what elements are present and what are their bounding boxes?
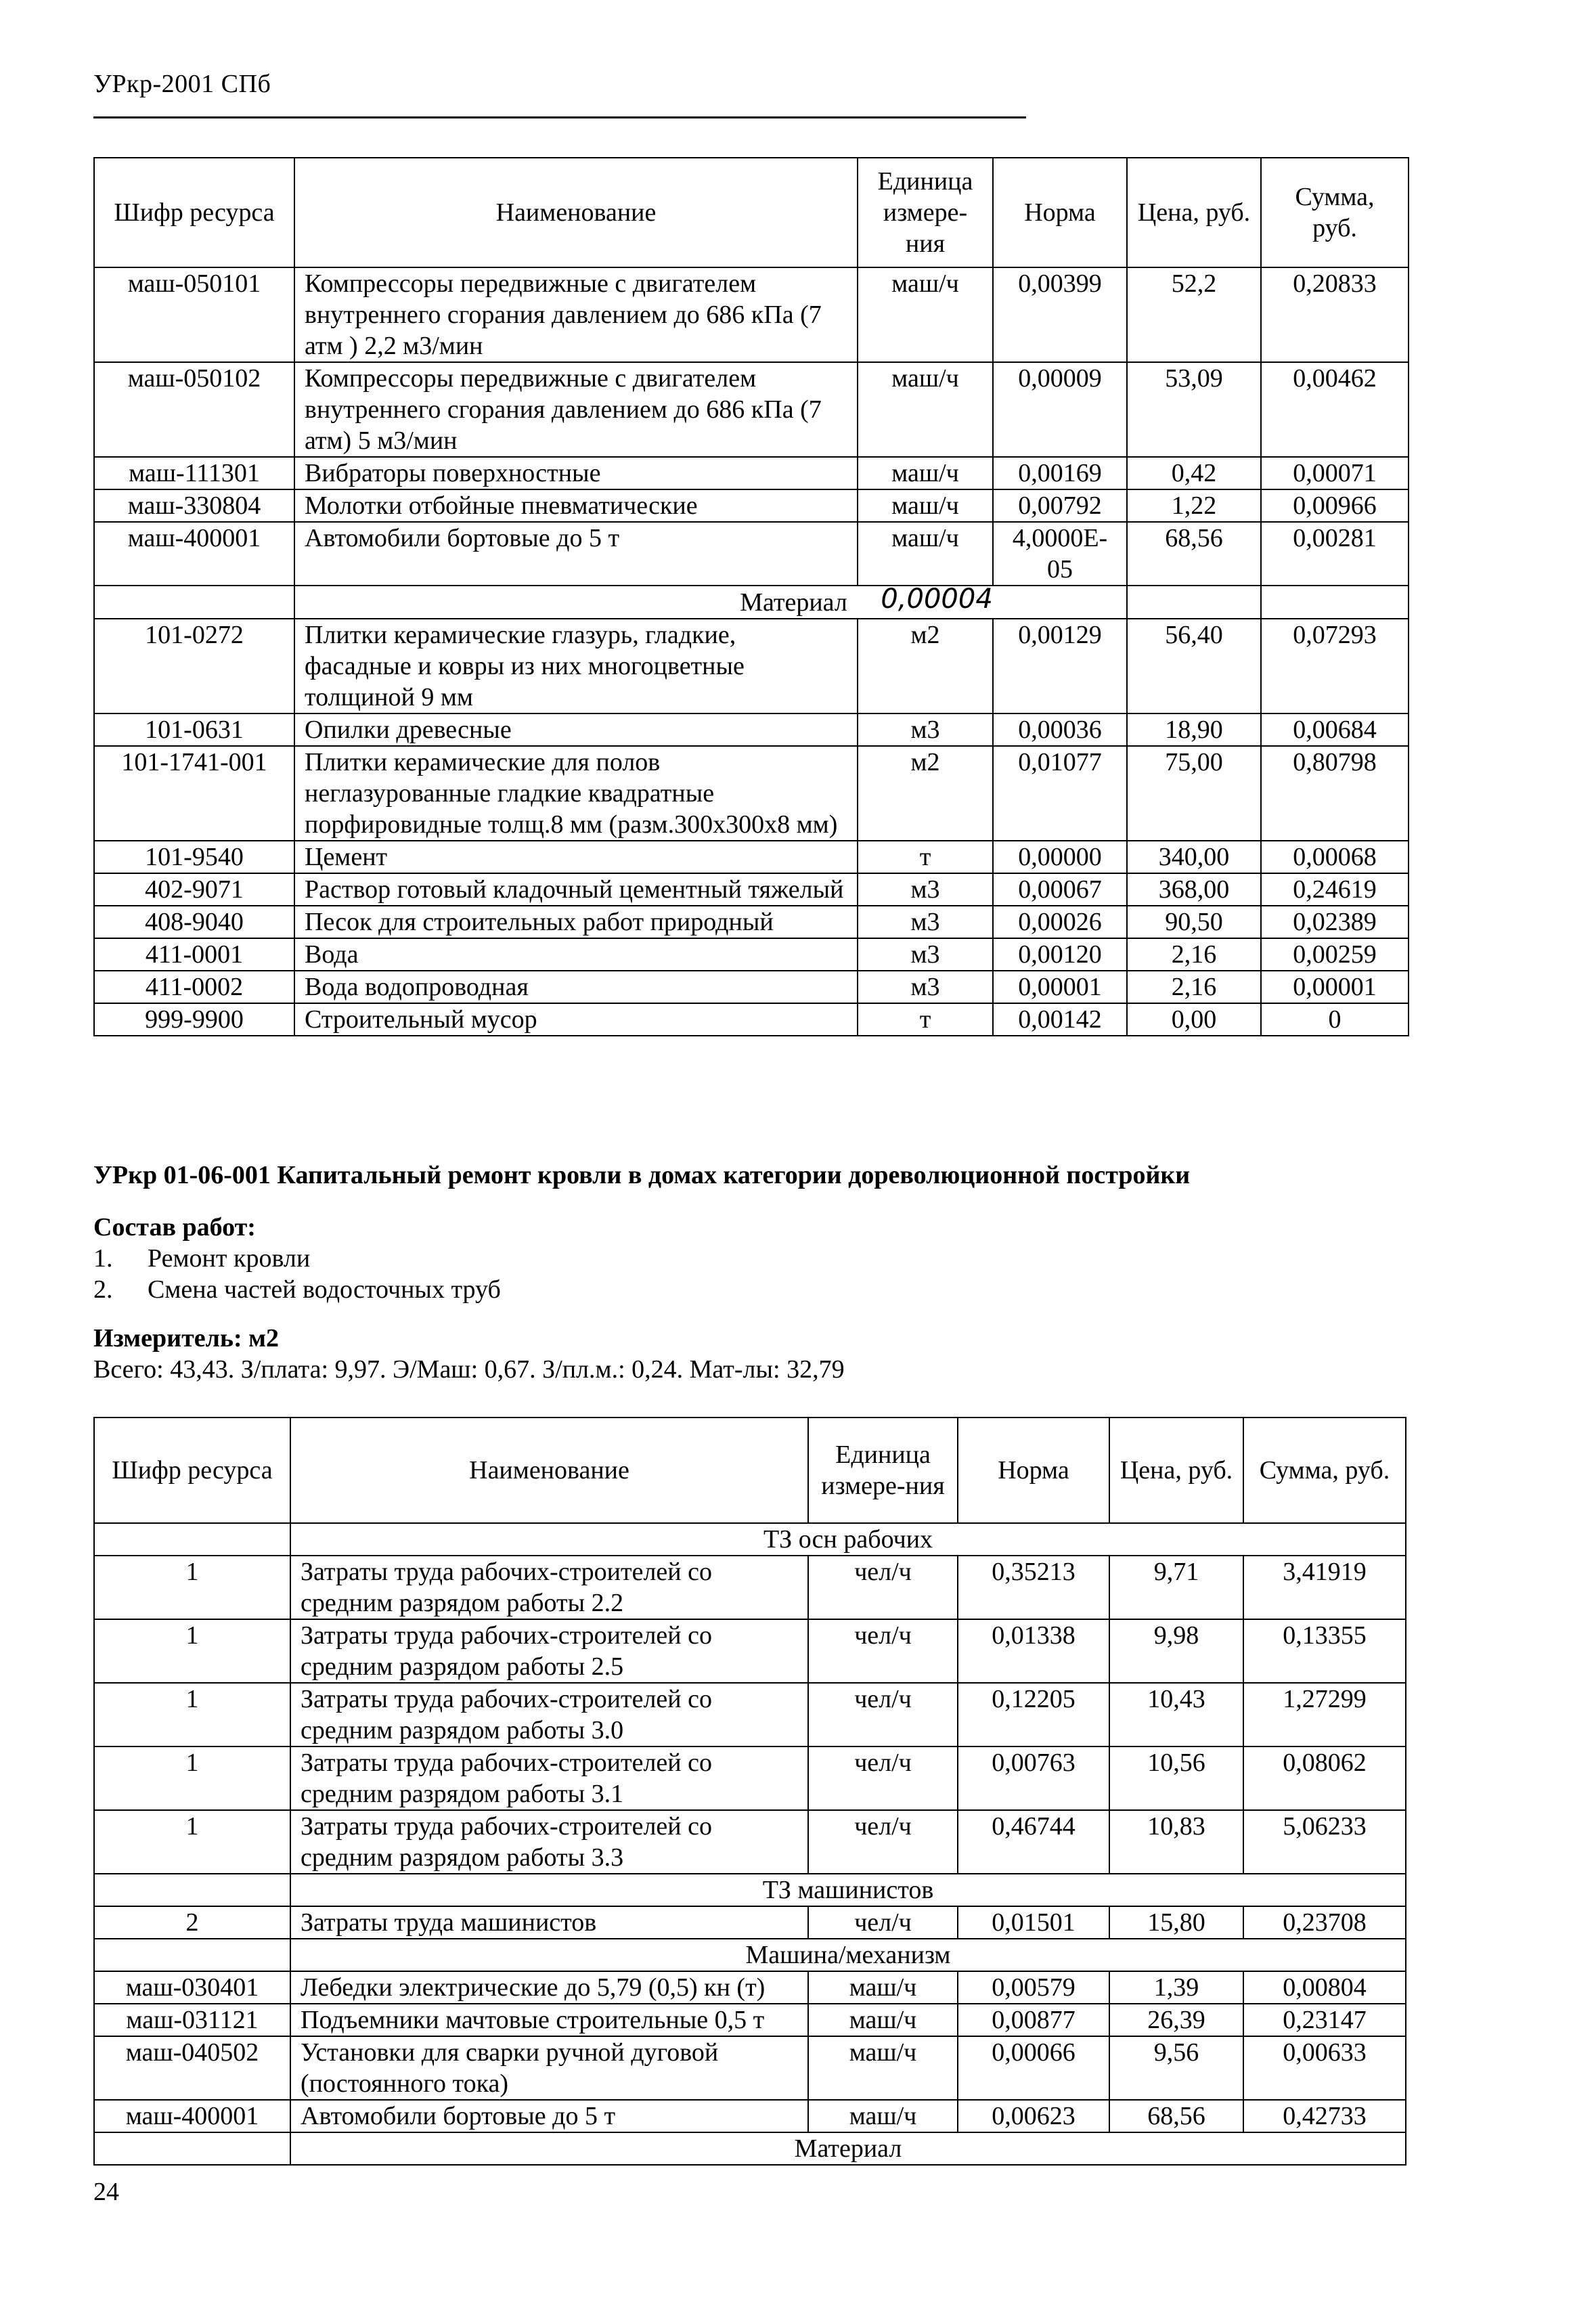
norm-cell: 0,00000 [993,841,1127,873]
resource-name-cell: Строительный мусор [294,1003,858,1036]
table-row [94,713,1409,746]
norm-cell: 0,00763 [958,1746,1109,1810]
group-row [94,1874,1406,1906]
norm-cell: 0,46744 [958,1810,1109,1874]
sum-cell: 3,41919 [1243,1556,1406,1619]
col-header-name: Наименование [294,158,858,267]
resource-code-cell: 101-1741-001 [94,746,294,841]
norm-cell: 0,00129 [993,619,1127,713]
price-cell: 9,71 [1109,1556,1243,1619]
sum-cell: 0,00633 [1243,2036,1406,2100]
sum-cell: 0,42733 [1243,2100,1406,2132]
sum-cell: 0,24619 [1261,873,1409,906]
group-row [94,2132,1406,2165]
group-code-cell [94,1874,290,1906]
sum-cell: 0,08062 [1243,1746,1406,1810]
resource-name-cell: Компрессоры передвижные с двигателем внутреннего сгорания давлением до 686 кПа (7 атм) 5 м3/мин [294,362,858,457]
resource-name-cell: Подъемники мачтовые строительные 0,5 т [290,2004,808,2036]
price-cell: 26,39 [1109,2004,1243,2036]
norm-cell: 0,01077 [993,746,1127,841]
sum-cell: 0,00684 [1261,713,1409,746]
resource-name-cell: Вода водопроводная [294,971,858,1003]
col-header-code: Шифр ресурса [94,1418,290,1523]
col-header-norm: Норма [993,158,1127,267]
table-row [94,1906,1406,1939]
col-header-price: Цена, руб. [1109,1418,1243,1523]
sum-cell: 0,00804 [1243,1971,1406,2004]
sum-cell: 0,07293 [1261,619,1409,713]
resource-code-cell: 1 [94,1810,290,1874]
table-row [94,1746,1406,1810]
unit-cell: м3 [858,873,993,906]
price-cell: 368,00 [1127,873,1261,906]
price-cell: 2,16 [1127,938,1261,971]
resource-name-cell: Опилки древесные [294,713,858,746]
price-cell: 10,43 [1109,1683,1243,1746]
resource-name-cell: Автомобили бортовые до 5 т [290,2100,808,2132]
table-row [94,841,1409,873]
resource-code-cell: 101-0631 [94,713,294,746]
resource-name-cell: Лебедки электрические до 5,79 (0,5) кн (т) [290,1971,808,2004]
resource-name-cell: Раствор готовый кладочный цементный тяжелый [294,873,858,906]
sum-cell: 0 [1261,1003,1409,1036]
norm-cell: 0,01501 [958,1906,1109,1939]
norm-cell: 0,00169 [993,457,1127,489]
resource-code-cell: маш-400001 [94,2100,290,2132]
unit-cell: чел/ч [808,1556,958,1619]
works-heading: Состав работ: [93,1213,256,1242]
table-row [94,362,1409,457]
resource-name-cell: Затраты труда рабочих-строителей со средним разрядом работы 3.1 [290,1746,808,1810]
resource-name-cell: Затраты труда рабочих-строителей со средним разрядом работы 3.0 [290,1683,808,1746]
resource-name-cell: Компрессоры передвижные с двигателем внутреннего сгорания давлением до 686 кПа (7 атм ) 2,2 м3/мин [294,267,858,362]
resource-code-cell: 402-9071 [94,873,294,906]
resource-code-cell: 999-9900 [94,1003,294,1036]
norm-cell: 0,00579 [958,1971,1109,2004]
price-cell: 10,56 [1109,1746,1243,1810]
sum-cell: 0,00462 [1261,362,1409,457]
resource-code-cell: 101-9540 [94,841,294,873]
list-item-text: Смена частей водосточных труб [148,1275,501,1304]
list-item [93,1243,501,1274]
price-cell: 10,83 [1109,1810,1243,1874]
norm-cell: 0,00877 [958,2004,1109,2036]
table-header-row [94,1418,1406,1523]
resource-code-cell: маш-330804 [94,489,294,522]
unit-cell: маш/ч [808,2100,958,2132]
group-code-cell [94,1939,290,1971]
resource-name-cell: Автомобили бортовые до 5 т [294,522,858,586]
page-number: 24 [93,2178,119,2206]
col-header-unit: Единица измере-ния [808,1418,958,1523]
price-cell: 75,00 [1127,746,1261,841]
table-row [94,971,1409,1003]
resource-name-cell: Затраты труда рабочих-строителей со средним разрядом работы 3.3 [290,1810,808,1874]
col-header-unit: Единица измере-ния [858,158,993,267]
handwritten-note: 0,00004 [881,584,993,615]
group-label-cell: Машина/механизм [290,1939,1406,1971]
list-item [93,1274,501,1305]
resource-name-cell: Плитки керамические глазурь, гладкие, фасадные и ковры из них многоцветные толщиной 9 мм [294,619,858,713]
unit-cell: чел/ч [808,1619,958,1683]
col-header-sum: Сумма, руб. [1243,1418,1406,1523]
header-rule [93,116,1026,118]
unit-cell: м3 [858,713,993,746]
norm-cell: 0,12205 [958,1683,1109,1746]
unit-cell: чел/ч [808,1906,958,1939]
resource-name-cell: Затраты труда рабочих-строителей со средним разрядом работы 2.2 [290,1556,808,1619]
table-row [94,1556,1406,1619]
table-row [94,1683,1406,1746]
group-sum-cell [1261,586,1409,619]
table-row [94,1971,1406,2004]
resource-name-cell: Вибраторы поверхностные [294,457,858,489]
group-label-cell: ТЗ машинистов [290,1874,1406,1906]
resource-name-cell: Плитки керамические для полов неглазурованные гладкие квадратные порфировидные толщ.8 мм (разм.300х300х8 мм) [294,746,858,841]
table-row [94,746,1409,841]
list-item-number: 2. [93,1275,113,1304]
table-row [94,938,1409,971]
table-row [94,1810,1406,1874]
unit-cell: т [858,1003,993,1036]
norm-cell: 0,00036 [993,713,1127,746]
price-cell: 15,80 [1109,1906,1243,1939]
sum-cell: 0,00966 [1261,489,1409,522]
price-cell: 0,00 [1127,1003,1261,1036]
unit-cell: маш/ч [808,1971,958,2004]
doc-code: УРкр-2001 СПб [93,70,271,98]
sum-cell: 0,23708 [1243,1906,1406,1939]
table-row [94,2100,1406,2132]
norm-cell: 0,00066 [958,2036,1109,2100]
resource-code-cell: 101-0272 [94,619,294,713]
measure-heading: Измеритель: м2 [93,1324,280,1353]
table-row [94,619,1409,713]
price-cell: 2,16 [1127,971,1261,1003]
norm-cell: 0,00792 [993,489,1127,522]
table-row [94,906,1409,938]
resource-code-cell: маш-030401 [94,1971,290,2004]
sum-cell: 0,23147 [1243,2004,1406,2036]
table-header-row [94,158,1409,267]
resource-name-cell: Молотки отбойные пневматические [294,489,858,522]
material-group-row [94,586,1409,619]
unit-cell: чел/ч [808,1683,958,1746]
unit-cell: маш/ч [808,2036,958,2100]
price-cell: 18,90 [1127,713,1261,746]
norm-cell: 0,00142 [993,1003,1127,1036]
unit-cell: чел/ч [808,1746,958,1810]
resource-name-cell: Установки для сварки ручной дуговой (постоянного тока) [290,2036,808,2100]
table-row [94,522,1409,586]
price-cell: 56,40 [1127,619,1261,713]
group-code-cell [94,2132,290,2165]
sum-cell: 0,00001 [1261,971,1409,1003]
section-title: УРкр 01-06-001 Капитальный ремонт кровли в домах категории дореволюционной постройки [93,1161,1191,1189]
resource-code-cell: маш-050102 [94,362,294,457]
norm-cell: 0,00026 [993,906,1127,938]
resource-name-cell: Затраты труда рабочих-строителей со средним разрядом работы 2.5 [290,1619,808,1683]
price-cell: 0,42 [1127,457,1261,489]
table-row [94,2036,1406,2100]
norm-cell: 0,00623 [958,2100,1109,2132]
norm-cell: 0,00001 [993,971,1127,1003]
group-price-cell [1127,586,1261,619]
resource-name-cell: Песок для строительных работ природный [294,906,858,938]
material-group-cell [294,586,1127,619]
resource-code-cell: маш-400001 [94,522,294,586]
price-cell: 9,56 [1109,2036,1243,2100]
table-row [94,1003,1409,1036]
totals-line: Всего: 43,43. З/плата: 9,97. Э/Маш: 0,67. З/пл.м.: 0,24. Мат-лы: 32,79 [93,1355,845,1384]
unit-cell: маш/ч [858,267,993,362]
list-item-number: 1. [93,1244,113,1273]
col-header-name: Наименование [290,1418,808,1523]
price-cell: 1,22 [1127,489,1261,522]
unit-cell: маш/ч [858,457,993,489]
unit-cell: м2 [858,619,993,713]
col-header-sum: Сумма, руб. [1261,158,1409,267]
price-cell: 340,00 [1127,841,1261,873]
resource-code-cell: 2 [94,1906,290,1939]
unit-cell: маш/ч [808,2004,958,2036]
sum-cell: 0,00259 [1261,938,1409,971]
norm-cell: 0,35213 [958,1556,1109,1619]
resource-name-cell: Вода [294,938,858,971]
sum-cell: 0,02389 [1261,906,1409,938]
table-row [94,489,1409,522]
resource-code-cell: 1 [94,1683,290,1746]
sum-cell: 5,06233 [1243,1810,1406,1874]
works-list [93,1243,501,1305]
material-label: Материал [740,588,847,617]
table-row [94,2004,1406,2036]
resource-code-cell: маш-040502 [94,2036,290,2100]
sum-cell: 0,00281 [1261,522,1409,586]
price-cell: 53,09 [1127,362,1261,457]
resource-code-cell: 411-0001 [94,938,294,971]
unit-cell: м2 [858,746,993,841]
price-cell: 9,98 [1109,1619,1243,1683]
resource-name-cell: Затраты труда машинистов [290,1906,808,1939]
group-code-cell [94,1523,290,1556]
sum-cell: 0,00071 [1261,457,1409,489]
list-item-text: Ремонт кровли [148,1244,311,1273]
unit-cell: м3 [858,938,993,971]
norm-cell: 0,00120 [993,938,1127,971]
group-label-cell: ТЗ осн рабочих [290,1523,1406,1556]
norm-cell: 0,01338 [958,1619,1109,1683]
price-cell: 52,2 [1127,267,1261,362]
sum-cell: 0,00068 [1261,841,1409,873]
resource-code-cell: 1 [94,1556,290,1619]
resource-code-cell: 1 [94,1619,290,1683]
sum-cell: 0,13355 [1243,1619,1406,1683]
col-header-price: Цена, руб. [1127,158,1261,267]
unit-cell: маш/ч [858,362,993,457]
norm-cell: 0,00067 [993,873,1127,906]
resource-code-cell: 411-0002 [94,971,294,1003]
group-row [94,1939,1406,1971]
sum-cell: 1,27299 [1243,1683,1406,1746]
price-cell: 1,39 [1109,1971,1243,2004]
unit-cell: маш/ч [858,522,993,586]
table-row [94,457,1409,489]
price-cell: 68,56 [1109,2100,1243,2132]
resource-table-1 [93,157,1409,1036]
table-row [94,873,1409,906]
sum-cell: 0,20833 [1261,267,1409,362]
group-label-cell: Материал [290,2132,1406,2165]
resource-code-cell: маш-111301 [94,457,294,489]
resource-name-cell: Цемент [294,841,858,873]
norm-cell: 0,00009 [993,362,1127,457]
table-row [94,1619,1406,1683]
col-header-norm: Норма [958,1418,1109,1523]
unit-cell: м3 [858,971,993,1003]
unit-cell: т [858,841,993,873]
sum-cell: 0,80798 [1261,746,1409,841]
group-code-cell [94,586,294,619]
resource-code-cell: 1 [94,1746,290,1810]
price-cell: 90,50 [1127,906,1261,938]
price-cell: 68,56 [1127,522,1261,586]
norm-cell: 4,0000E-05 [993,522,1127,586]
unit-cell: чел/ч [808,1810,958,1874]
resource-table-2 [93,1417,1406,2166]
resource-code-cell: 408-9040 [94,906,294,938]
col-header-code: Шифр ресурса [94,158,294,267]
resource-code-cell: маш-050101 [94,267,294,362]
unit-cell: м3 [858,906,993,938]
norm-cell: 0,00399 [993,267,1127,362]
table-row [94,267,1409,362]
group-row [94,1523,1406,1556]
unit-cell: маш/ч [858,489,993,522]
resource-code-cell: маш-031121 [94,2004,290,2036]
